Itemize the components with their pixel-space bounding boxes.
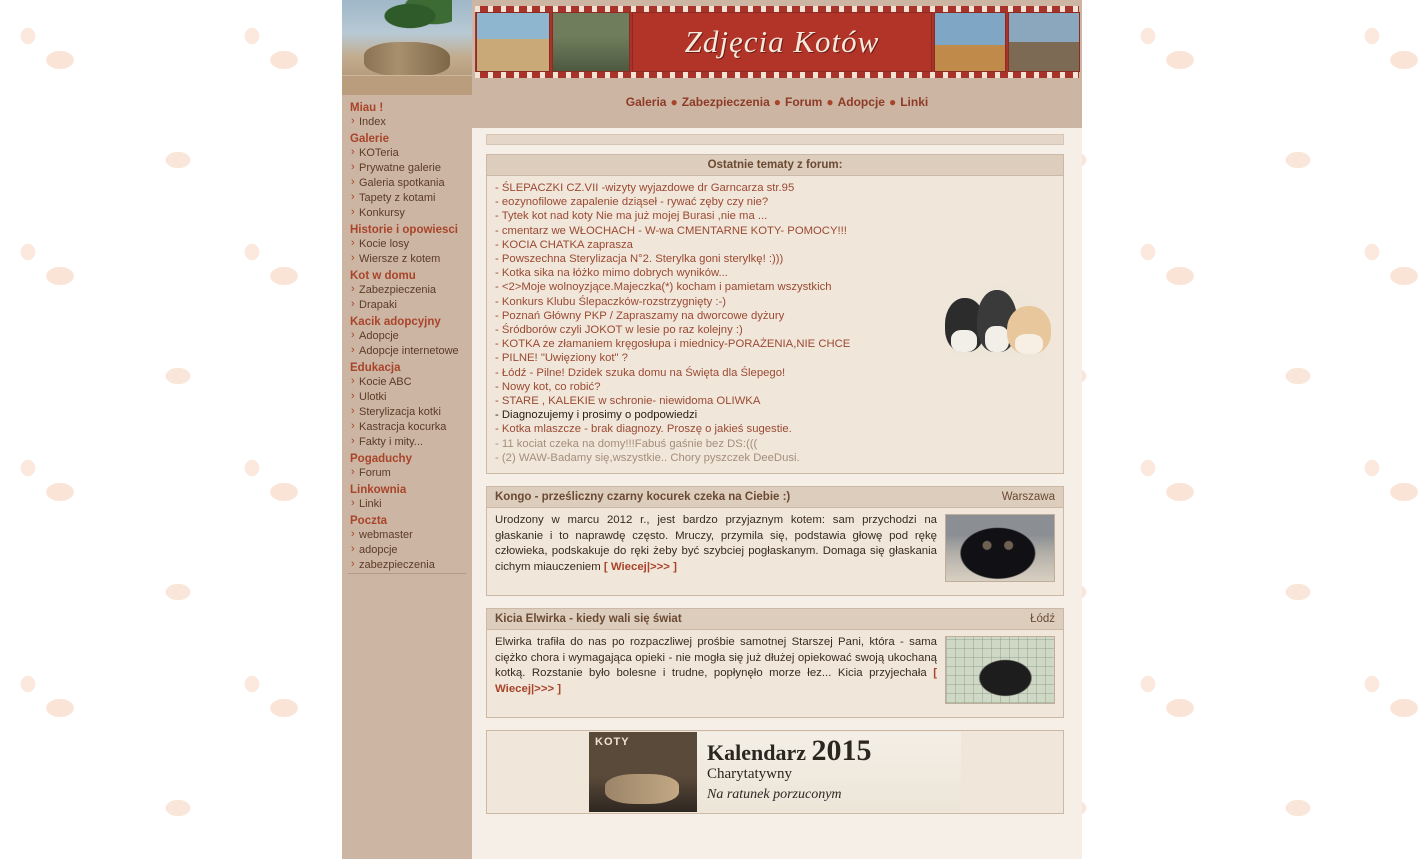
entry-body bbox=[487, 630, 1063, 717]
nav-separator: ● bbox=[773, 95, 782, 109]
sidebar-group-1: Galerie bbox=[350, 133, 389, 145]
sidebar-group-5: Edukacja bbox=[350, 362, 401, 374]
entry-description-text: Urodzony w marcu 2012 r., jest bardzo przyjaznym kotem: sam przychodzi na głaskanie i to naprawdę często. Mruczy, przymila się, podstawia głowę pod rękę człowieka, podskakuje do ręki żeby być szybciej pogłaskanym. Domaga się głaskania cichym miauczeniem bbox=[495, 514, 937, 573]
calendar-banner[interactable] bbox=[589, 732, 961, 812]
sidebar-divider bbox=[348, 573, 466, 574]
entry-photo-kongo bbox=[945, 514, 1055, 582]
sidebar-item-index[interactable]: › Index bbox=[350, 115, 472, 130]
sidebar-item-adopcje[interactable]: › Adopcje bbox=[350, 329, 472, 344]
forum-topic-3[interactable]: - cmentarz we WŁOCHACH - W-wa CMENTARNE KOTY- POMOCY!!! bbox=[495, 224, 847, 237]
sidebar-item-kastracja-kocurka[interactable]: › Kastracja kocurka bbox=[350, 420, 472, 435]
main-content bbox=[472, 128, 1082, 859]
entry-header bbox=[487, 487, 1063, 508]
sidebar-item-sterylizacja-kotki[interactable]: › Sterylizacja kotki bbox=[350, 405, 472, 420]
forum-panel bbox=[486, 154, 1064, 474]
forum-panel-body bbox=[487, 176, 1063, 473]
sidebar-item-wiersze-z-kotem[interactable]: › Wiersze z kotem bbox=[350, 252, 472, 267]
sidebar-group-8: Poczta bbox=[350, 515, 388, 527]
entry-more-link[interactable]: [ Wiecej|>>> ] bbox=[603, 560, 677, 573]
wall-ledge bbox=[342, 75, 472, 95]
sidebar-group-6: Pogaduchy bbox=[350, 453, 412, 465]
header-photo-1 bbox=[476, 12, 550, 72]
nav-separator: ● bbox=[888, 95, 897, 109]
sidebar-item-prywatne-galerie[interactable]: › Prywatne galerie bbox=[350, 161, 472, 176]
forum-topic-16[interactable]: - Diagnozujemy i prosimy o podpowiedzi bbox=[495, 409, 698, 422]
calendar-banner-photo bbox=[589, 732, 697, 812]
sidebar-item-linki[interactable]: › Linki bbox=[350, 497, 472, 512]
entry-more-link[interactable]: [ Wiecej|>>> ] bbox=[495, 667, 937, 695]
nav-link-zabezpieczenia[interactable]: Zabezpieczenia bbox=[681, 95, 770, 109]
banner-line-3: Na ratunek porzuconym bbox=[707, 786, 842, 802]
calendar-banner-kicker: KOTY bbox=[595, 736, 630, 749]
forum-topic-10[interactable]: - Śródborów czyli JOKOT w lesie po raz kolejny :) bbox=[495, 324, 743, 337]
sidebar-item-drapaki[interactable]: › Drapaki bbox=[350, 298, 472, 313]
sidebar-item-kocie-abc[interactable]: › Kocie ABC bbox=[350, 375, 472, 390]
film-strip-header bbox=[475, 6, 1079, 78]
calendar-banner-panel[interactable] bbox=[486, 730, 1064, 814]
sidebar-item-koteria[interactable]: › KOTeria bbox=[350, 146, 472, 161]
nav-link-forum[interactable]: Forum bbox=[785, 95, 823, 109]
plant-decoration bbox=[382, 0, 452, 36]
banner-cat-image bbox=[605, 774, 679, 804]
sidebar-group-7: Linkownia bbox=[350, 484, 407, 496]
sidebar-item-kocie-losy[interactable]: › Kocie losy bbox=[350, 237, 472, 252]
forum-topic-9[interactable]: - Poznań Główny PKP / Zapraszamy na dworcowe dyżury bbox=[495, 309, 785, 322]
entry-body bbox=[487, 508, 1063, 595]
kitten-ginger-icon bbox=[1007, 306, 1051, 354]
sidebar-item-tapety-z-kotami[interactable]: › Tapety z kotami bbox=[350, 191, 472, 206]
nav-separator: ● bbox=[826, 95, 834, 109]
sidebar-item-adopcje-internetowe[interactable]: › Adopcje internetowe bbox=[350, 344, 472, 359]
forum-topic-18[interactable]: - 11 kociat czeka na domy!!!Fabuś gaśnie bez DS:((( bbox=[495, 437, 758, 450]
sidebar-item-webmaster[interactable]: › webmaster bbox=[350, 528, 472, 543]
banner-line-2: Charytatywny bbox=[707, 765, 792, 782]
forum-topic-4[interactable]: - KOCIA CHATKA zaprasza bbox=[495, 238, 633, 251]
forum-topic-7[interactable]: - <2>Moje wolnoyzjące.Majeczka(*) kocham i pamietam wszystkich bbox=[495, 281, 832, 294]
sidebar-item-fakty-i-mity[interactable]: › Fakty i mity... bbox=[350, 435, 472, 450]
forum-topic-13[interactable]: - Łódź - Pilne! Dzidek szuka domu na Święta dla Ślepego! bbox=[495, 366, 786, 379]
sidebar-group-4: Kacik adopcyjny bbox=[350, 316, 441, 328]
forum-topic-14[interactable]: - Nowy kot, co robić? bbox=[495, 380, 601, 393]
banner-line-1 bbox=[707, 736, 955, 767]
forum-topic-12[interactable]: - PILNE! "Uwięziony kot" ? bbox=[495, 352, 628, 365]
adoption-entry-kongo bbox=[486, 486, 1064, 596]
entry-header bbox=[487, 609, 1063, 630]
banner-word-kalendarz: Kalendarz bbox=[707, 740, 806, 766]
forum-topic-1[interactable]: - eozynofilowe zapalenie dziąseł - rywać zęby czy nie? bbox=[495, 196, 769, 209]
entry-title: Kicia Elwirka - kiedy wali się świat bbox=[495, 613, 682, 626]
sidebar-item-adopcje[interactable]: › adopcje bbox=[350, 543, 472, 558]
nav-link-adopcje[interactable]: Adopcje bbox=[837, 95, 885, 109]
nav-link-galeria[interactable]: Galeria bbox=[625, 95, 667, 109]
adoption-entry-elwirka bbox=[486, 608, 1064, 718]
entry-title: Kongo - prześliczny czarny kocurek czeka na Ciebie :) bbox=[495, 491, 791, 504]
entry-city: Warszawa bbox=[1001, 491, 1055, 504]
entry-city: Łódź bbox=[1030, 613, 1055, 626]
forum-topic-8[interactable]: - Konkurs Klubu Ślepaczków-rozstrzygnięty :-) bbox=[495, 295, 727, 308]
entry-photo-elwirka bbox=[945, 636, 1055, 704]
banner-year: 2015 bbox=[811, 734, 872, 768]
sidebar-item-forum[interactable]: › Forum bbox=[350, 466, 472, 481]
content-top-bar bbox=[486, 134, 1064, 145]
sidebar-group-2: Historie i opowiesci bbox=[350, 224, 458, 236]
forum-topic-2[interactable]: - Tytek kot nad koty Nie ma już mojej Burasi ,nie ma ... bbox=[495, 210, 768, 223]
sidebar-group-3: Kot w domu bbox=[350, 270, 416, 282]
sidebar-header-photo bbox=[342, 0, 472, 95]
sidebar-group-0: Miau ! bbox=[350, 102, 384, 114]
nav-link-linki[interactable]: Linki bbox=[900, 95, 929, 109]
top-navigation[interactable] bbox=[472, 95, 1082, 115]
sidebar-item-ulotki[interactable]: › Ulotki bbox=[350, 390, 472, 405]
sidebar-item-konkursy[interactable]: › Konkursy bbox=[350, 206, 472, 221]
forum-topic-15[interactable]: - STARE , KALEKIE w schronie- niewidoma OLIWKA bbox=[495, 395, 761, 408]
sidebar-menu[interactable] bbox=[342, 95, 472, 573]
sidebar-item-zabezpieczenia[interactable]: › zabezpieczenia bbox=[350, 558, 472, 573]
forum-topic-0[interactable]: - ŚLEPACZKI CZ.VII -wizyty wyjazdowe dr Garncarza str.95 bbox=[495, 182, 795, 194]
sidebar-item-galeria-spotkania[interactable]: › Galeria spotkania bbox=[350, 176, 472, 191]
nav-separator: ● bbox=[670, 95, 678, 109]
header-photo-4 bbox=[1008, 12, 1080, 72]
entry-description-text: Elwirka trafiła do nas po rozpaczliwej prośbie samotnej Starszej Pani, która - sama ciężko chora i wymagająca opieki - nie mogła się już dłużej opiekować swoją ukochaną kotką. Rozstanie było bolesne i trudne, popłynęło morze łez... Kicia przyjechała bbox=[495, 636, 937, 680]
kittens-photo bbox=[943, 276, 1053, 358]
forum-topic-19[interactable]: - (2) WAW-Badamy się,wszystkie.. Chory pyszczek DeeDusi. bbox=[495, 451, 800, 464]
site-title-frame bbox=[632, 12, 932, 72]
site-title: Zdjęcia Kotów bbox=[684, 24, 880, 59]
forum-topic-11[interactable]: - KOTKA ze złamaniem kręgosłupa i miednicy-PORAŻENIA,NIE CHCE bbox=[495, 338, 851, 351]
forum-topic-6[interactable]: - Kotka sika na łóżko mimo dobrych wyników... bbox=[495, 267, 728, 280]
sidebar-item-zabezpieczenia[interactable]: › Zabezpieczenia bbox=[350, 283, 472, 298]
tabby-cat-image bbox=[364, 42, 450, 76]
calendar-banner-text bbox=[697, 732, 961, 812]
forum-panel-title: Ostatnie tematy z forum: bbox=[487, 155, 1063, 176]
forum-topic-5[interactable]: - Powszechna Sterylizacja N°2. Sterylka goni sterylkę! :))) bbox=[495, 253, 784, 266]
forum-topic-17[interactable]: - Kotka mlaszcze - brak diagnozy. Proszę o jakieś sugestie. bbox=[495, 423, 792, 436]
header-photo-2 bbox=[552, 12, 630, 72]
header-photo-3 bbox=[934, 12, 1006, 72]
